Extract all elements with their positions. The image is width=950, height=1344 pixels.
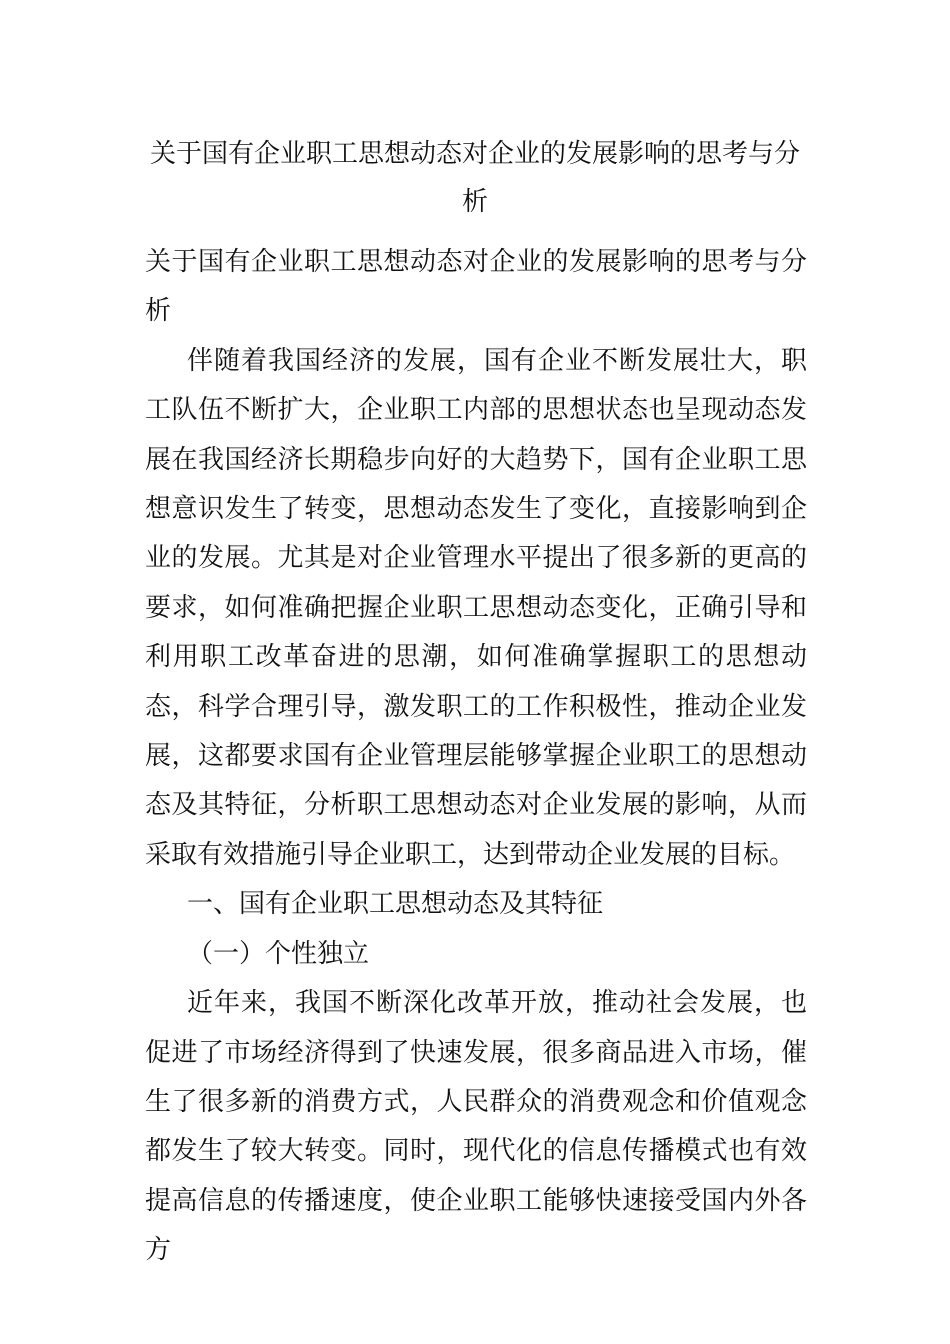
document-body [145, 238, 807, 1276]
document-title: 关于国有企业职工思想动态对企业的发展影响的思考与分析 [149, 139, 800, 217]
subsection-heading-1: （一）个性独立 [187, 938, 370, 969]
document-subtitle: 关于国有企业职工思想动态对企业的发展影响的思考与分析 [145, 247, 807, 327]
subsection-paragraph-1: 近年来，我国不断深化改革开放，推动社会发展，也促进了市场经济得到了快速发展，很多商品进入市场，催生了很多新的消费方式，人民群众的消费观念和价值观念都发生了较大转变。同时，现代化的信息传播模式也有效提高信息的传播速度，使企业职工能够快速接受国内外各方 [145, 988, 807, 1266]
intro-paragraph: 伴随着我国经济的发展，国有企业不断发展壮大，职工队伍不断扩大，企业职工内部的思想状态也呈现动态发展在我国经济长期稳步向好的大趋势下，国有企业职工思想意识发生了转变，思想动态发生了变化，直接影响到企业的发展。尤其是对企业管理水平提出了很多新的更高的要求，如何准确把握企业职工思想动态变化，正确引导和利用职工改革奋进的思潮，如何准确掌握职工的思想动态，科学合理引导，激发职工的工作积极性，推动企业发展，这都要求国有企业管理层能够掌握企业职工的思想动态及其特征，分析职工思想动态对企业发展的影响，从而采取有效措施引导企业职工，达到带动企业发展的目标。 [145, 345, 807, 870]
section-heading-1: 一、国有企业职工思想动态及其特征 [187, 889, 604, 920]
